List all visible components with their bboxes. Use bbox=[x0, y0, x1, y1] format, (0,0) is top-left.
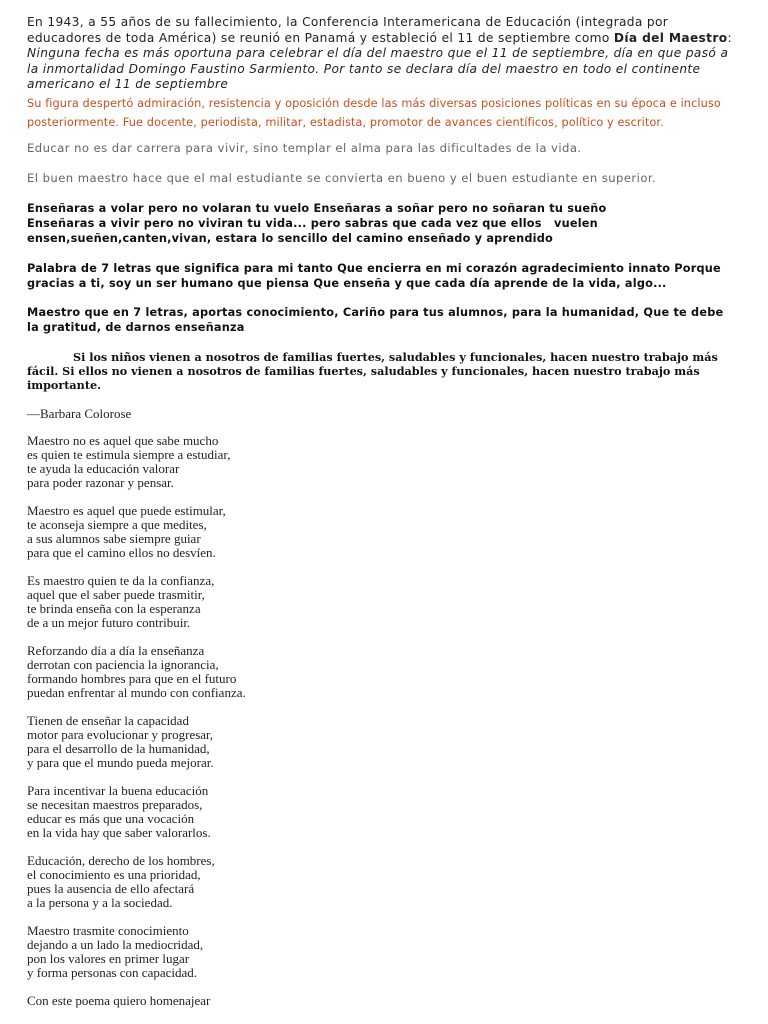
poem-line: para poder razonar y pensar. bbox=[27, 475, 174, 490]
poem-line: y forma personas con capacidad. bbox=[27, 965, 198, 980]
poem-stanza bbox=[27, 574, 427, 630]
poem-line: para que el camino ellos no desvíen. bbox=[27, 545, 216, 560]
gray-quote-1: Educar no es dar carrera para vivir, sino templar el alma para las dificultades de la vida. bbox=[27, 141, 582, 155]
poem-line: puedan enfrentar al mundo con confianza. bbox=[27, 685, 246, 700]
bold-line: Enseñaras a volar pero no volaran tu vuelo Enseñaras a soñar pero no soñaran tu sueño bbox=[27, 202, 607, 215]
poem-line: aquel que el saber puede trasmitir, bbox=[27, 587, 205, 602]
poem-line: educar es más que una vocación bbox=[27, 811, 195, 826]
poem-line: en la vida hay que saber valorarlos. bbox=[27, 825, 211, 840]
poem-line: Tienen de enseñar la capacidad bbox=[27, 713, 189, 728]
figure-paragraph: Su figura despertó admiración, resistencia y oposición desde las más diversas posiciones políticas en su época e incluso posteriormente. Fue docente, periodista, militar, estadista, promotor de avances científicos, político y escritor. bbox=[27, 97, 721, 129]
intro-italic-decree: Ninguna fecha es más oportuna para celebrar el día del maestro que el 11 de septiembre, día en que pasó a la inmortalidad Domingo Faustino Sarmiento. Por tanto se declara día del maestro en todo el continente americano el 11 de septiembre bbox=[27, 46, 729, 91]
poem-line: de a un mejor futuro contribuir. bbox=[27, 615, 191, 630]
poem-line: Maestro es aquel que puede estimular, bbox=[27, 503, 226, 518]
poem-line: pon los valores en primer lugar bbox=[27, 951, 190, 966]
poem-stanza bbox=[27, 784, 427, 840]
poem-line: te brinda enseña con la esperanza bbox=[27, 601, 201, 616]
poem-stanza bbox=[27, 994, 427, 1008]
intro-text: En 1943, a 55 años de su fallecimiento, la Conferencia Interamericana de Educación (integrada por educadores de toda América) se reunió en Panamá y estableció el 11 de septiembre como bbox=[27, 15, 669, 45]
poem-stanza bbox=[27, 714, 427, 770]
intro-paragraph bbox=[27, 15, 739, 93]
quote-paragraph bbox=[27, 350, 739, 393]
poem-line: te ayuda la educación valorar bbox=[27, 461, 180, 476]
intro-bold-term: Día del Maestro bbox=[613, 30, 728, 45]
poem-line: Maestro trasmite conocimiento bbox=[27, 923, 189, 938]
intro-colon: : bbox=[727, 30, 732, 45]
poem-line: el conocimiento es una prioridad, bbox=[27, 867, 201, 882]
poem-line: a la persona y a la sociedad. bbox=[27, 895, 173, 910]
quote-text: Si los niños vienen a nosotros de familias fuertes, saludables y funcionales, hacen nuestro trabajo más fácil. Si ellos no vienen a nosotros de familias fuertes, saludables y funcionales, hacen nuestro trabajo más importante. bbox=[27, 350, 718, 393]
poem-line: derrotan con paciencia la ignorancia, bbox=[27, 657, 219, 672]
bold-paragraph-2: Palabra de 7 letras que significa para mi tanto Que encierra en mi corazón agradecimiento innato Porque gracias a ti, soy un ser humano que piensa Que enseña y que cada día aprende de la vida, algo... bbox=[27, 262, 721, 290]
bold-line: Enseñaras a vivir pero no viviran tu vida... pero sabras que cada vez que ellos vuelen bbox=[27, 217, 598, 230]
poem-line: y para que el mundo pueda mejorar. bbox=[27, 755, 214, 770]
poem-line: a sus alumnos sabe siempre guiar bbox=[27, 531, 201, 546]
gray-quote-2: El buen maestro hace que el mal estudiante se convierta en bueno y el buen estudiante en superior. bbox=[27, 171, 657, 185]
poem-stanza bbox=[27, 924, 427, 980]
bold-paragraph-1 bbox=[27, 201, 739, 246]
poem-line: se necesitan maestros preparados, bbox=[27, 797, 203, 812]
poem-line: motor para evolucionar y progresar, bbox=[27, 727, 214, 742]
poem-line: es quien te estimula siempre a estudiar, bbox=[27, 447, 231, 462]
poem-line: Con este poema quiero homenajear bbox=[27, 993, 211, 1008]
poem-line: pues la ausencia de ello afectará bbox=[27, 881, 195, 896]
poem bbox=[27, 434, 427, 1022]
poem-line: Reforzando día a día la enseñanza bbox=[27, 643, 205, 658]
quote-author: —Barbara Colorose bbox=[27, 406, 132, 421]
poem-line: Maestro no es aquel que sabe mucho bbox=[27, 433, 219, 448]
bold-paragraph-3: Maestro que en 7 letras, aportas conocimiento, Cariño para tus alumnos, para la humanidad, Que te debe la gratitud, de darnos enseñanza bbox=[27, 306, 724, 334]
poem-line: Educación, derecho de los hombres, bbox=[27, 853, 215, 868]
poem-line: formando hombres para que en el futuro bbox=[27, 671, 237, 686]
poem-line: dejando a un lado la mediocridad, bbox=[27, 937, 204, 952]
bold-line: ensen,sueñen,canten,vivan, estara lo sencillo del camino enseñado y aprendido bbox=[27, 232, 553, 245]
poem-stanza bbox=[27, 644, 427, 700]
poem-line: te aconseja siempre a que medites, bbox=[27, 517, 207, 532]
poem-line: Es maestro quien te da la confianza, bbox=[27, 573, 215, 588]
poem-stanza bbox=[27, 434, 427, 490]
poem-stanza bbox=[27, 504, 427, 560]
poem-line: Para incentivar la buena educación bbox=[27, 783, 209, 798]
poem-line: para el desarrollo de la humanidad, bbox=[27, 741, 210, 756]
poem-stanza bbox=[27, 854, 427, 910]
